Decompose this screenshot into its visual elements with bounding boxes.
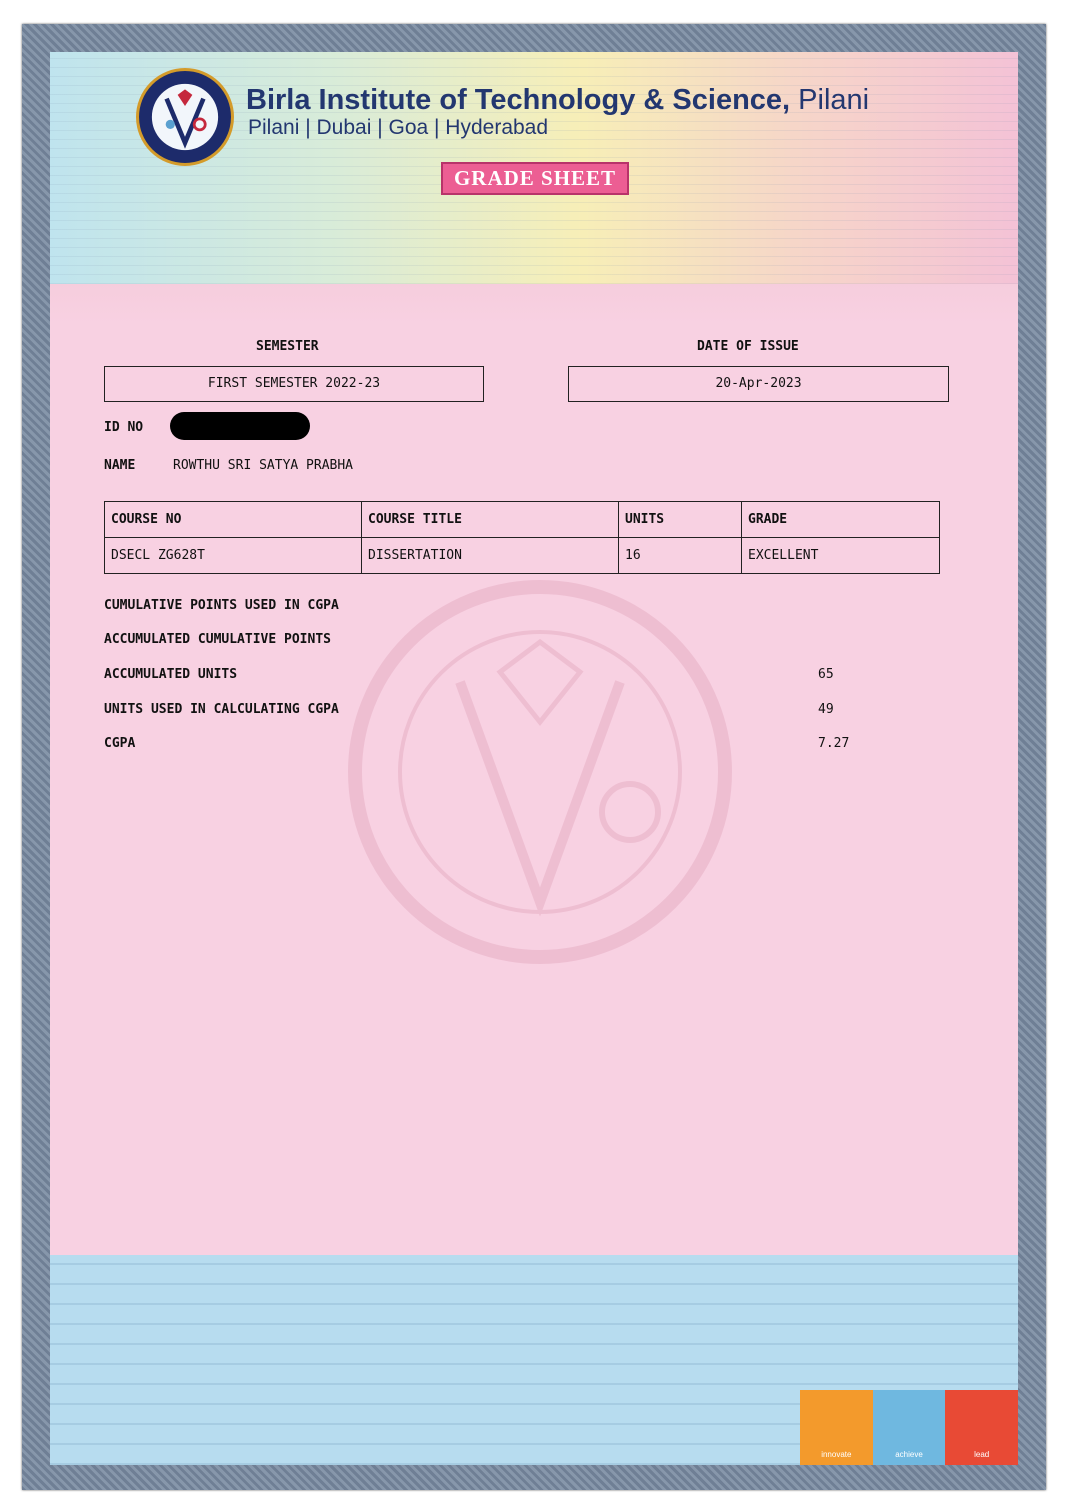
date-of-issue-label: DATE OF ISSUE bbox=[697, 339, 799, 354]
campus-list: Pilani | Dubai | Goa | Hyderabad bbox=[248, 116, 549, 139]
watermark-seal-icon bbox=[340, 572, 740, 992]
summary-label: ACCUMULATED CUMULATIVE POINTS bbox=[104, 632, 331, 647]
summary-value: 65 bbox=[818, 667, 834, 682]
course-title-cell: DISSERTATION bbox=[362, 538, 619, 574]
redacted-id bbox=[170, 412, 310, 440]
column-header: COURSE TITLE bbox=[362, 502, 619, 538]
semester-label: SEMESTER bbox=[256, 339, 319, 354]
id-label: ID NO bbox=[104, 420, 144, 435]
semester-value: FIRST SEMESTER 2022-23 bbox=[104, 366, 484, 402]
cgpa-label: CGPA bbox=[104, 736, 136, 751]
cgpa-value: 7.27 bbox=[818, 736, 850, 751]
column-header: COURSE NO bbox=[105, 502, 362, 538]
innovate-tile: innovate bbox=[800, 1390, 873, 1465]
institute-name: Birla Institute of Technology & Science, Pilani bbox=[246, 84, 870, 116]
achieve-tile: achieve bbox=[873, 1390, 946, 1465]
student-name: ROWTHU SRI SATYA PRABHA bbox=[173, 458, 354, 473]
summary-label: UNITS USED IN CALCULATING CGPA bbox=[104, 702, 339, 717]
lead-tile: lead bbox=[945, 1390, 1018, 1465]
motto-tiles bbox=[800, 1390, 1018, 1465]
table-row bbox=[105, 538, 940, 574]
bits-logo bbox=[136, 68, 234, 166]
course-no-cell: DSECL ZG628T bbox=[105, 538, 362, 574]
grade-sheet-badge: GRADE SHEET bbox=[441, 162, 629, 195]
column-header: UNITS bbox=[619, 502, 742, 538]
column-header: GRADE bbox=[742, 502, 940, 538]
summary-label: CUMULATIVE POINTS USED IN CGPA bbox=[104, 598, 339, 613]
summary-label: ACCUMULATED UNITS bbox=[104, 667, 238, 682]
grade-cell: EXCELLENT bbox=[742, 538, 940, 574]
summary-value: 49 bbox=[818, 702, 834, 717]
grade-sheet-document bbox=[50, 52, 1018, 1465]
date-of-issue-value: 20-Apr-2023 bbox=[568, 366, 949, 402]
table-header-row bbox=[105, 502, 940, 538]
header-fade bbox=[50, 284, 1018, 324]
units-cell: 16 bbox=[619, 538, 742, 574]
emblem-icon bbox=[139, 71, 231, 163]
course-table bbox=[104, 501, 940, 574]
name-label: NAME bbox=[104, 458, 136, 473]
